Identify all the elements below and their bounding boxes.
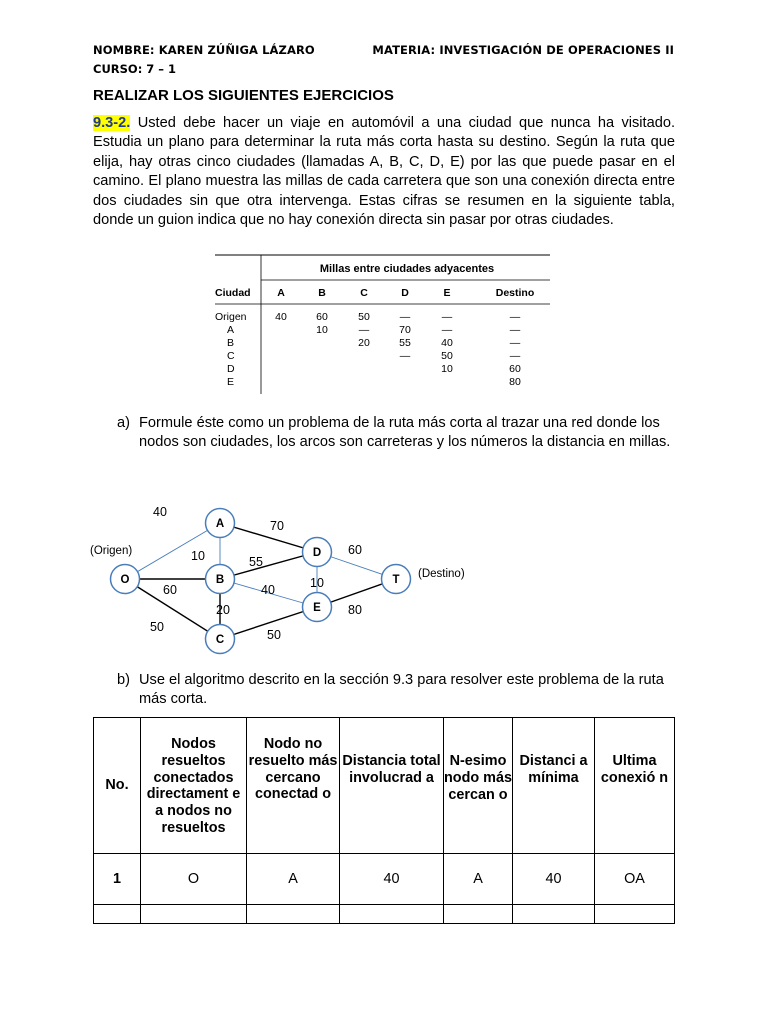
miles-cell: — <box>509 324 521 336</box>
cell-min-distance <box>513 905 595 924</box>
problem-number: 9.3-2. <box>93 115 131 131</box>
edge-label-a-b: 10 <box>191 549 205 563</box>
algo-header-nth-node: N-esimo nodo más cercan o <box>444 718 513 854</box>
edge-label-b-e: 40 <box>261 583 275 597</box>
header-course: CURSO: 7 – 1 <box>93 62 177 76</box>
question-b-text: Use el algoritmo descrito en la sección 9.3 para resolver este problema de la ruta más corta. <box>139 672 664 708</box>
miles-header-2: B <box>318 287 326 299</box>
destination-label: (Destino) <box>418 568 465 580</box>
question-a-text: Formule éste como un problema de la ruta más corta al trazar una red donde los nodos son ciudades, los arcos son carreteras y los números la distancia en millas. <box>139 415 671 451</box>
miles-cell: — <box>509 311 521 323</box>
edge-label-d-t: 60 <box>348 543 362 557</box>
algorithm-table <box>93 717 675 924</box>
header-name: NOMBRE: KAREN ZÚÑIGA LÁZARO <box>93 43 315 57</box>
miles-table-title: Millas entre ciudades adyacentes <box>319 263 495 275</box>
miles-cell: — <box>441 311 453 323</box>
miles-cell: 80 <box>509 376 521 388</box>
miles-header-0: Ciudad <box>215 287 251 299</box>
miles-cell: 50 <box>358 311 370 323</box>
miles-cell: — <box>441 324 453 336</box>
miles-cell: — <box>399 350 411 362</box>
page-title: REALIZAR LOS SIGUIENTES EJERCICIOS <box>93 87 394 104</box>
edge-label-a-d: 70 <box>270 519 284 533</box>
miles-table <box>215 254 550 394</box>
algo-header-last-connection: Ultima conexió n <box>595 718 675 854</box>
node-label-b: B <box>215 574 225 586</box>
table-row <box>94 905 675 924</box>
miles-cell: B <box>227 337 235 349</box>
miles-cell: — <box>358 324 370 336</box>
edge-label-b-c: 20 <box>216 603 230 617</box>
miles-header-4: D <box>401 287 409 299</box>
cell-total-distance <box>340 905 444 924</box>
algo-header-solved-nodes: Nodos resueltos conectados directament e a nodos no resueltos <box>141 718 247 854</box>
edge-label-b-d: 55 <box>249 555 263 569</box>
miles-header-3: C <box>360 287 368 299</box>
miles-cell: — <box>509 337 521 349</box>
cell-last-connection: OA <box>595 854 675 905</box>
miles-cell: C <box>227 350 235 362</box>
miles-cell: — <box>399 311 411 323</box>
miles-cell: 55 <box>399 337 411 349</box>
miles-cell: 40 <box>275 311 287 323</box>
problem-statement <box>93 114 675 230</box>
cell-last-connection <box>595 905 675 924</box>
miles-cell: 60 <box>316 311 328 323</box>
edge-o-a <box>125 523 220 579</box>
cell-no <box>94 905 141 924</box>
node-label-a: A <box>215 518 225 530</box>
node-label-d: D <box>312 547 322 559</box>
edge-label-e-t: 80 <box>348 603 362 617</box>
miles-cell: 10 <box>441 363 453 375</box>
edge-label-d-e: 10 <box>310 576 324 590</box>
origin-label: (Origen) <box>90 545 133 557</box>
question-b <box>117 671 677 710</box>
miles-cell: D <box>227 363 235 375</box>
miles-header-1: A <box>277 287 285 299</box>
miles-header-5: E <box>443 287 451 299</box>
miles-cell: — <box>509 350 521 362</box>
miles-cell: 50 <box>441 350 453 362</box>
cell-solved-nodes <box>141 905 247 924</box>
edge-label-o-a: 40 <box>153 505 167 519</box>
algo-header-min-distance: Distanci a mínima <box>513 718 595 854</box>
miles-cell: 20 <box>358 337 370 349</box>
cell-nth-node: A <box>444 854 513 905</box>
miles-cell: 40 <box>441 337 453 349</box>
miles-cell: 60 <box>509 363 521 375</box>
cell-no: 1 <box>94 854 141 905</box>
algo-header-no: No. <box>94 718 141 854</box>
algo-header-closest-node: Nodo no resuelto más cercano conectad o <box>247 718 340 854</box>
node-label-e: E <box>313 602 321 614</box>
question-a <box>117 414 677 453</box>
cell-nth-node <box>444 905 513 924</box>
miles-cell: 10 <box>316 324 328 336</box>
node-label-c: C <box>215 634 225 646</box>
network-diagram <box>85 500 485 655</box>
question-b-letter: b) <box>117 672 130 688</box>
cell-solved-nodes: O <box>141 854 247 905</box>
cell-min-distance: 40 <box>513 854 595 905</box>
header-subject: MATERIA: INVESTIGACIÓN DE OPERACIONES II <box>372 43 674 57</box>
problem-body: Usted debe hacer un viaje en automóvil a una ciudad que nunca ha visitado. Estudia un plano para determinar la ruta más corta hasta su destino. Según la ruta que elija, hay otras cinco ciudades (llamadas A, B, C, D, E) por las que puede pasar en el camino. El plano muestra las millas de cada carretera que son una conexión directa entre dos ciudades sin que otra intervenga. Estas cifras se resumen en la siguiente tabla, donde un guion indica que no hay conexión directa sin pasar por otras ciudades. <box>93 115 676 229</box>
edge-label-o-c: 50 <box>150 620 164 634</box>
table-row <box>94 854 675 905</box>
miles-cell: E <box>227 376 235 388</box>
question-a-letter: a) <box>117 415 130 431</box>
miles-cell: A <box>227 324 235 336</box>
cell-closest-node: A <box>247 854 340 905</box>
edge-label-o-b: 60 <box>163 583 177 597</box>
miles-cell: 70 <box>399 324 411 336</box>
miles-header-6: Destino <box>495 287 535 299</box>
node-label-o: O <box>120 574 130 586</box>
edge-label-c-e: 50 <box>267 628 281 642</box>
miles-cell: Origen <box>215 311 247 323</box>
cell-total-distance: 40 <box>340 854 444 905</box>
cell-closest-node <box>247 905 340 924</box>
node-label-t: T <box>392 574 400 586</box>
algo-header-total-distance: Distancia total involucrad a <box>340 718 444 854</box>
